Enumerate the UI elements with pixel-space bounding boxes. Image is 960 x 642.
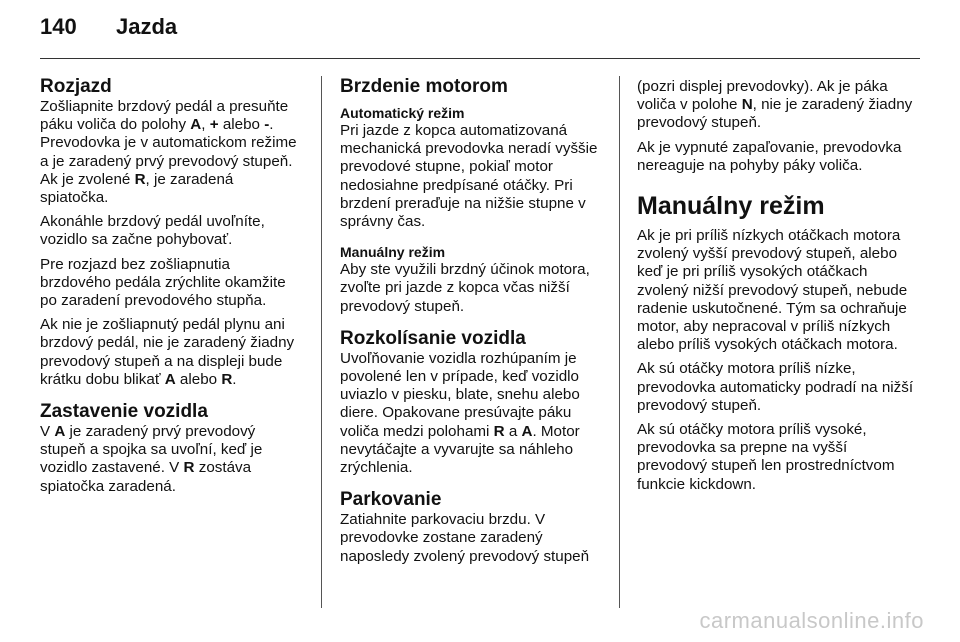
column-3 xyxy=(637,78,917,500)
paragraph: Aby ste využili brzdný účinok motora, zvoľte pri jazde z kopca včas nižší prevodový stupeň. xyxy=(340,261,590,315)
bold-text: R xyxy=(183,459,195,477)
bold-text: A xyxy=(521,422,533,440)
column-divider-1 xyxy=(321,76,322,608)
paragraph: Akonáhle brzdový pedál uvoľníte, vozidlo sa začne pohybovať. xyxy=(40,213,265,249)
text: . xyxy=(232,370,237,388)
bold-text: R xyxy=(493,422,505,440)
page-number: 140 xyxy=(40,14,77,39)
section-title-manualny-rezim: Manuálny režim xyxy=(637,192,825,221)
bold-text: A xyxy=(164,370,176,388)
text: . Prevodovka je v automatickom režime a je zaradený prvý prevodový stupeň. Ak je zvolené xyxy=(40,116,297,188)
chapter-title: Jazda xyxy=(116,14,178,39)
paragraph: Ak sú otáčky motora príliš vysoké, prevodovka sa prepne na vyšší prevodový stupeň len prostredníctvom funkcie kickdown. xyxy=(637,421,895,493)
text: (pozri displej prevodovky). Ak je páka voliča v polohe xyxy=(637,78,888,114)
section-title-brzdenie: Brzdenie motorom xyxy=(340,76,508,97)
text: V xyxy=(40,423,55,441)
text: zostáva spiatočka zaradená. xyxy=(40,459,252,495)
paragraph: Ak sú otáčky motora príliš nízke, prevodovka automaticky podradí na nižší prevodový stupeň. xyxy=(637,360,914,414)
text: , nie je zaradený žiadny prevodový stupeň. xyxy=(637,96,913,132)
paragraph xyxy=(40,98,304,207)
section-title-rozkolisanie: Rozkolísanie vozidla xyxy=(340,327,526,349)
text: alebo xyxy=(218,116,265,134)
text: Ak nie je zošliapnutý pedál plynu ani brzdový pedál, nie je zaradený žiadny prevodový stupeň a na displeji bude krátku dobu blikať xyxy=(40,316,295,388)
paragraph xyxy=(40,423,304,496)
paragraph: Pri jazde z kopca automatizovaná mechanická prevodovka neradí vyššie prevodové stupne, pokiaľ motor nedosiahne predpísané otáčky. Pri brzdení preraďuje na nižšie stupne v správny čas. xyxy=(340,122,598,231)
text: alebo xyxy=(175,370,222,388)
column-1 xyxy=(40,76,304,502)
subsection-title-automaticky: Automatický režim xyxy=(340,105,465,121)
text: , xyxy=(201,116,210,134)
spacer xyxy=(637,181,917,191)
bold-text: A xyxy=(190,116,202,134)
bold-text: - xyxy=(264,116,270,134)
bold-text: + xyxy=(209,116,219,134)
section-title-zastavenie: Zastavenie vozidla xyxy=(40,401,208,423)
column-divider-2 xyxy=(619,76,620,608)
subsection-title-manualny: Manuálny režim xyxy=(340,244,446,261)
paragraph xyxy=(40,316,304,389)
section-title-parkovanie: Parkovanie xyxy=(340,489,442,511)
bold-text: R xyxy=(221,370,233,388)
bold-text: A xyxy=(54,423,66,441)
paragraph: Ak je pri príliš nízkych otáčkach motora zvolený vyšší prevodový stupeň, alebo keď je pri príliš vysokých otáčkach zvolený nižší prevodový stupeň, nebude radenie uskutočnené. Tým sa ochraňuje motor, aby nepracoval v príliš nízkych alebo príliš vysokých otáčkach motora. xyxy=(637,227,908,354)
paragraph xyxy=(637,78,917,133)
header-rule xyxy=(40,58,920,59)
text: , je zaradená spiatočka. xyxy=(40,170,234,207)
section-title-rozjazd: Rozjazd xyxy=(40,76,112,97)
paragraph xyxy=(340,350,604,477)
bold-text: R xyxy=(134,170,146,188)
paragraph: Pre rozjazd bez zošliapnutia brzdového pedála zrýchlite okamžite po zaradení prevodového stupňa. xyxy=(40,255,286,310)
paragraph: Zatiahnite parkovaciu brzdu. V prevodovke zostane zaradený naposledy zvolený prevodový stupeň xyxy=(340,511,590,565)
watermark: carmanualsonline.info xyxy=(699,608,924,633)
text: a xyxy=(504,422,522,440)
text: Zošliapnite brzdový pedál a presuňte páku voliča do polohy xyxy=(40,98,289,134)
bold-text: N xyxy=(741,96,753,114)
text: . Motor nevytáčajte a vyvarujte sa náhleho zrýchlenia. xyxy=(340,422,580,477)
text: Uvoľňovanie vozidla rozhúpaním je povolené len v prípade, keď vozidlo uviazlo v piesku, blate, snehu alebo diere. Opakovane presúvajte páku voliča medzi polohami xyxy=(340,349,580,440)
page-header xyxy=(40,14,177,48)
text: je zaradený prvý prevodový stupeň a spojka sa uvoľní, keď je vozidlo zastavené. V xyxy=(40,423,263,477)
paragraph: Ak je vypnuté zapaľovanie, prevodovka nereaguje na pohyby páky voliča. xyxy=(637,138,902,174)
column-2 xyxy=(340,76,604,572)
